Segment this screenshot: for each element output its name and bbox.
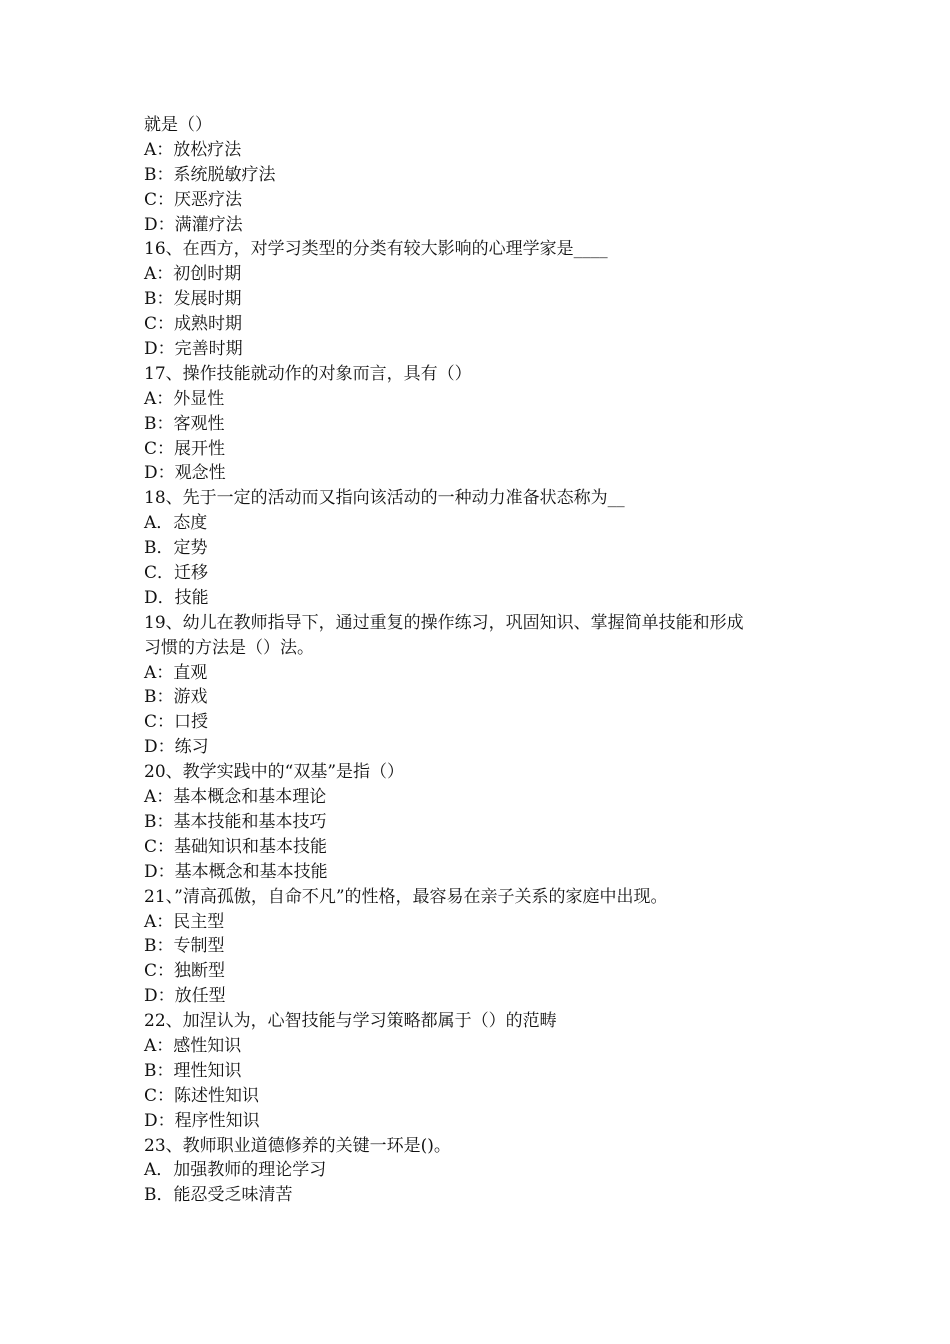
q18-option-a: A．态度 — [144, 513, 208, 534]
question-20-stem: 20、教学实践中的“双基”是指（） — [144, 762, 405, 783]
q18-option-d: D．技能 — [144, 587, 209, 608]
q22-option-c: C：陈述性知识 — [144, 1085, 260, 1106]
q18-option-c: C．迁移 — [144, 563, 209, 584]
question-15-stem-continuation: 就是（） — [144, 115, 212, 135]
q20-option-b: B：基本技能和基本技巧 — [144, 811, 327, 832]
question-21-stem: 21、”清高孤傲，自命不凡”的性格，最容易在亲子关系的家庭中出现。 — [144, 886, 668, 907]
q15-option-a: A：放松疗法 — [144, 139, 242, 160]
q22-option-a: A：感性知识 — [144, 1035, 242, 1056]
q23-option-b: B．能忍受乏味清苦 — [144, 1185, 293, 1206]
q21-option-d: D：放任型 — [144, 986, 226, 1007]
q21-option-b: B：专制型 — [144, 936, 225, 957]
q21-option-c: C：独断型 — [144, 961, 226, 982]
q16-option-d: D：完善时期 — [144, 339, 243, 360]
q20-option-d: D：基本概念和基本技能 — [144, 861, 328, 882]
q17-option-a: A：外显性 — [144, 388, 225, 409]
question-18-stem: 18、先于一定的活动而又指向该活动的一种动力准备状态称为__ — [144, 488, 625, 509]
q20-option-c: C：基础知识和基本技能 — [144, 836, 328, 857]
q19-option-c: C：口授 — [144, 712, 209, 733]
q23-option-a: A．加强教师的理论学习 — [144, 1160, 327, 1181]
q15-option-d: D：满灌疗法 — [144, 214, 243, 235]
question-23-stem: 23、教师职业道德修养的关键一环是()。 — [144, 1135, 451, 1156]
question-19-stem-line-2: 习惯的方法是（）法。 — [144, 637, 314, 658]
q21-option-a: A：民主型 — [144, 911, 225, 932]
q19-option-b: B：游戏 — [144, 687, 208, 708]
q15-option-b: B：系统脱敏疗法 — [144, 164, 276, 185]
q19-option-a: A：直观 — [144, 662, 208, 683]
q16-option-b: B：发展时期 — [144, 289, 242, 310]
q20-option-a: A：基本概念和基本理论 — [144, 787, 327, 808]
q22-option-b: B：理性知识 — [144, 1060, 242, 1081]
q22-option-d: D：程序性知识 — [144, 1110, 260, 1131]
q17-option-d: D：观念性 — [144, 463, 226, 484]
question-17-stem: 17、操作技能就动作的对象而言，具有（） — [144, 363, 472, 384]
document-body — [144, 113, 824, 1208]
question-16-stem: 16、在西方，对学习类型的分类有较大影响的心理学家是____ — [144, 239, 608, 260]
q17-option-c: C：展开性 — [144, 438, 226, 459]
q19-option-d: D：练习 — [144, 737, 209, 758]
q16-option-a: A：初创时期 — [144, 264, 242, 285]
question-19-stem: 19、幼儿在教师指导下，通过重复的操作练习，巩固知识、掌握简单技能和形成 — [144, 612, 744, 633]
q15-option-c: C：厌恶疗法 — [144, 189, 243, 210]
q18-option-b: B．定势 — [144, 538, 208, 559]
question-22-stem: 22、加涅认为，心智技能与学习策略都属于（）的范畴 — [144, 1011, 557, 1032]
q17-option-b: B：客观性 — [144, 413, 225, 434]
q16-option-c: C：成熟时期 — [144, 314, 243, 335]
